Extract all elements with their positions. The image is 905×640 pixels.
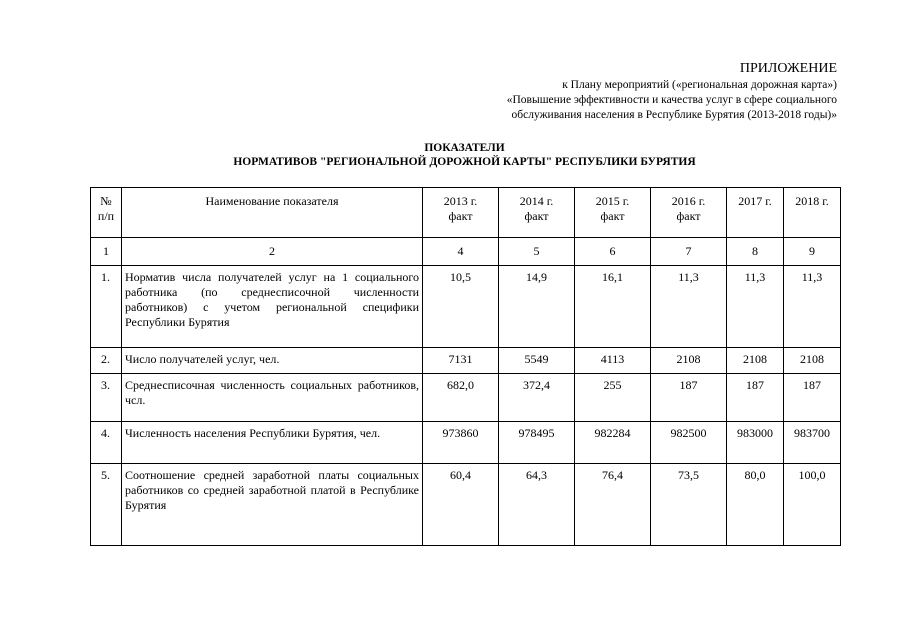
table-header-row xyxy=(91,188,841,238)
document-title-line: НОРМАТИВОВ "РЕГИОНАЛЬНОЙ ДОРОЖНОЙ КАРТЫ" РЕСПУБЛИКИ БУРЯТИЯ xyxy=(233,156,696,168)
table-row xyxy=(91,348,841,374)
value-cell-2016: 73,5 xyxy=(651,464,727,546)
value-cell-2016: 982500 xyxy=(651,422,727,464)
document-title-line: ПОКАЗАТЕЛИ xyxy=(424,142,505,154)
value-cell-2018: 2108 xyxy=(784,348,841,374)
value-cell-2013: 60,4 xyxy=(423,464,499,546)
indicator-name-cell: Норматив числа получателей услуг на 1 социального работника (по среднесписочной численности работников) с учетом региональной специфики Республики Бурятия xyxy=(122,266,423,348)
indicator-name-cell: Среднесписочная численность социальных работников, чсл. xyxy=(122,374,423,422)
value-cell-2014: 14,9 xyxy=(499,266,575,348)
table-row xyxy=(91,464,841,546)
table-row xyxy=(91,266,841,348)
row-number-cell: 4. xyxy=(91,422,122,464)
value-cell-2014: 5549 xyxy=(499,348,575,374)
appendix-line: к Плану мероприятий («региональная дорожная карта») xyxy=(562,79,837,91)
row-number-cell: 1. xyxy=(91,266,122,348)
indicator-name-cell: Число получателей услуг, чел. xyxy=(122,348,423,374)
column-number-cell: 4 xyxy=(423,238,499,266)
indicator-name-cell: Численность населения Республики Бурятия, чел. xyxy=(122,422,423,464)
header-cell-2013 xyxy=(423,188,499,238)
value-cell-2016: 187 xyxy=(651,374,727,422)
value-cell-2016: 11,3 xyxy=(651,266,727,348)
header-text: п/п xyxy=(97,209,115,223)
header-text: факт xyxy=(676,209,701,223)
row-number-cell: 5. xyxy=(91,464,122,546)
table-row xyxy=(91,422,841,464)
header-cell-2017 xyxy=(727,188,784,238)
indicator-name-cell: Соотношение средней заработной платы социальных работников со средней заработной платой в Республике Бурятия xyxy=(122,464,423,546)
appendix-line: обслуживания населения в Республике Бурятия (2013-2018 годы)» xyxy=(511,109,837,121)
header-cell-2015 xyxy=(575,188,651,238)
header-text: 2018 г. xyxy=(795,194,829,208)
column-number-cell: 7 xyxy=(651,238,727,266)
value-cell-2017: 983000 xyxy=(727,422,784,464)
header-text: 2013 г. xyxy=(443,194,478,208)
appendix-block xyxy=(507,60,837,123)
column-number-cell: 2 xyxy=(122,238,423,266)
appendix-line: «Повышение эффективности и качества услуг в сфере социального xyxy=(506,94,837,106)
header-cell-2018 xyxy=(784,188,841,238)
header-text: 2016 г. xyxy=(671,194,706,208)
header-text: Наименование показателя xyxy=(205,194,339,208)
value-cell-2017: 2108 xyxy=(727,348,784,374)
indicators-table xyxy=(90,187,841,546)
value-cell-2015: 255 xyxy=(575,374,651,422)
value-cell-2017: 187 xyxy=(727,374,784,422)
header-text: факт xyxy=(448,209,473,223)
header-text: факт xyxy=(600,209,625,223)
row-number-cell: 2. xyxy=(91,348,122,374)
column-number-cell: 6 xyxy=(575,238,651,266)
value-cell-2018: 983700 xyxy=(784,422,841,464)
header-text: 2017 г. xyxy=(738,194,772,208)
value-cell-2017: 80,0 xyxy=(727,464,784,546)
header-text: 2014 г. xyxy=(519,194,554,208)
value-cell-2014: 64,3 xyxy=(499,464,575,546)
value-cell-2013: 973860 xyxy=(423,422,499,464)
value-cell-2016: 2108 xyxy=(651,348,727,374)
column-number-row xyxy=(91,238,841,266)
header-text: 2015 г. xyxy=(595,194,630,208)
header-cell-2016 xyxy=(651,188,727,238)
table-row xyxy=(91,374,841,422)
value-cell-2014: 372,4 xyxy=(499,374,575,422)
header-cell-2014 xyxy=(499,188,575,238)
value-cell-2018: 11,3 xyxy=(784,266,841,348)
header-cell-num xyxy=(91,188,122,238)
header-text: № xyxy=(100,194,112,208)
value-cell-2015: 76,4 xyxy=(575,464,651,546)
value-cell-2017: 11,3 xyxy=(727,266,784,348)
value-cell-2013: 682,0 xyxy=(423,374,499,422)
value-cell-2013: 7131 xyxy=(423,348,499,374)
value-cell-2018: 100,0 xyxy=(784,464,841,546)
appendix-title: ПРИЛОЖЕНИЕ xyxy=(739,61,837,76)
document-title xyxy=(90,141,839,169)
header-cell-name xyxy=(122,188,423,238)
value-cell-2015: 16,1 xyxy=(575,266,651,348)
column-number-cell: 1 xyxy=(91,238,122,266)
value-cell-2013: 10,5 xyxy=(423,266,499,348)
column-number-cell: 9 xyxy=(784,238,841,266)
row-number-cell: 3. xyxy=(91,374,122,422)
header-text: факт xyxy=(524,209,549,223)
value-cell-2018: 187 xyxy=(784,374,841,422)
column-number-cell: 5 xyxy=(499,238,575,266)
value-cell-2014: 978495 xyxy=(499,422,575,464)
value-cell-2015: 4113 xyxy=(575,348,651,374)
value-cell-2015: 982284 xyxy=(575,422,651,464)
column-number-cell: 8 xyxy=(727,238,784,266)
